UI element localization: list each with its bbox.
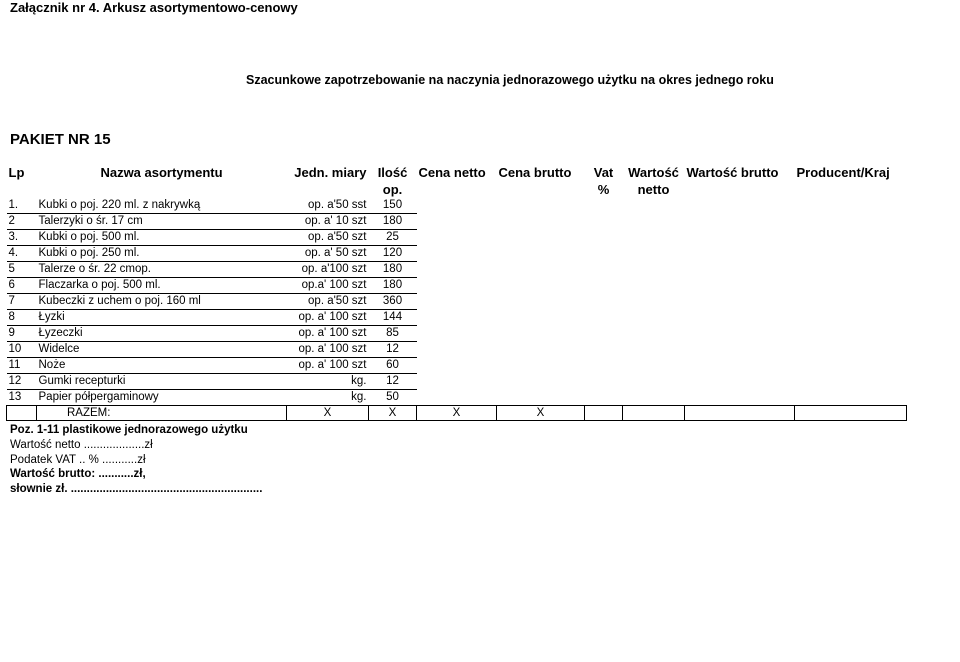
table-row bbox=[7, 278, 907, 294]
row-empty-cell bbox=[585, 342, 623, 358]
row-empty-cell bbox=[417, 198, 497, 214]
table-row bbox=[7, 326, 907, 342]
row-qty: 120 bbox=[369, 246, 417, 262]
row-unit: op. a'50 szt bbox=[287, 294, 369, 310]
row-name: Kubki o poj. 250 ml. bbox=[37, 246, 287, 262]
table-row bbox=[7, 198, 907, 214]
row-empty-cell bbox=[623, 342, 685, 358]
row-empty-cell bbox=[417, 262, 497, 278]
row-empty-cell bbox=[497, 310, 585, 326]
col-header-name: Nazwa asortymentu bbox=[100, 165, 223, 180]
row-name: Łyzki bbox=[37, 310, 287, 326]
total-vat-cell bbox=[585, 406, 623, 421]
row-empty-cell bbox=[623, 374, 685, 390]
row-lp: 10 bbox=[7, 342, 37, 358]
row-empty-cell bbox=[795, 198, 907, 214]
total-row bbox=[7, 406, 907, 421]
row-empty-cell bbox=[497, 214, 585, 230]
row-empty-cell bbox=[623, 230, 685, 246]
row-unit: op. a' 100 szt bbox=[287, 358, 369, 374]
total-label: RAZEM: bbox=[37, 406, 287, 421]
row-empty-cell bbox=[795, 262, 907, 278]
row-qty: 180 bbox=[369, 214, 417, 230]
row-qty: 25 bbox=[369, 230, 417, 246]
row-name: Kubeczki z uchem o poj. 160 ml bbox=[37, 294, 287, 310]
row-name: Talerzyki o śr. 17 cm bbox=[37, 214, 287, 230]
row-empty-cell bbox=[417, 390, 497, 406]
footer-net-value: Wartość netto ...................zł bbox=[10, 439, 153, 451]
total-unit-x: X bbox=[287, 406, 369, 421]
row-name: Flaczarka o poj. 500 ml. bbox=[37, 278, 287, 294]
row-empty-cell bbox=[685, 342, 795, 358]
table-row bbox=[7, 246, 907, 262]
row-qty: 85 bbox=[369, 326, 417, 342]
row-empty-cell bbox=[585, 246, 623, 262]
row-empty-cell bbox=[497, 262, 585, 278]
row-empty-cell bbox=[685, 246, 795, 262]
row-unit: op. a'50 sst bbox=[287, 198, 369, 214]
row-empty-cell bbox=[585, 294, 623, 310]
total-qty-x: X bbox=[369, 406, 417, 421]
row-empty-cell bbox=[497, 198, 585, 214]
row-empty-cell bbox=[417, 358, 497, 374]
row-empty-cell bbox=[623, 310, 685, 326]
row-empty-cell bbox=[623, 198, 685, 214]
table-row bbox=[7, 390, 907, 406]
row-empty-cell bbox=[795, 358, 907, 374]
document-subtitle: Szacunkowe zapotrzebowanie na naczynia jednorazowego użytku na okres jednego roku bbox=[246, 73, 774, 87]
row-empty-cell bbox=[417, 214, 497, 230]
row-empty-cell bbox=[585, 278, 623, 294]
row-unit: op.a' 100 szt bbox=[287, 278, 369, 294]
row-unit: kg. bbox=[287, 390, 369, 406]
col-header-gross-value: Wartość brutto bbox=[686, 165, 779, 180]
table-row bbox=[7, 310, 907, 326]
row-unit: op. a'100 szt bbox=[287, 262, 369, 278]
row-empty-cell bbox=[795, 390, 907, 406]
row-lp: 1. bbox=[7, 198, 37, 214]
row-lp: 11 bbox=[7, 358, 37, 374]
row-name: Noże bbox=[37, 358, 287, 374]
row-empty-cell bbox=[685, 294, 795, 310]
row-qty: 50 bbox=[369, 390, 417, 406]
row-empty-cell bbox=[585, 374, 623, 390]
row-empty-cell bbox=[795, 374, 907, 390]
row-empty-cell bbox=[623, 214, 685, 230]
table-header-row bbox=[7, 162, 907, 198]
row-empty-cell bbox=[585, 390, 623, 406]
footer-gross-value: Wartość brutto: ...........zł, bbox=[10, 468, 146, 480]
total-net-price-x: X bbox=[417, 406, 497, 421]
footer-in-words: słownie zł. ............................................................ bbox=[10, 483, 263, 495]
table-row bbox=[7, 294, 907, 310]
row-empty-cell bbox=[685, 358, 795, 374]
row-empty-cell bbox=[417, 246, 497, 262]
row-lp: 5 bbox=[7, 262, 37, 278]
table-row bbox=[7, 374, 907, 390]
row-empty-cell bbox=[585, 262, 623, 278]
row-qty: 150 bbox=[369, 198, 417, 214]
row-empty-cell bbox=[497, 374, 585, 390]
row-empty-cell bbox=[417, 230, 497, 246]
total-producer-cell bbox=[795, 406, 907, 421]
assortment-table bbox=[6, 162, 907, 421]
row-qty: 180 bbox=[369, 278, 417, 294]
table-row bbox=[7, 262, 907, 278]
row-empty-cell bbox=[685, 278, 795, 294]
row-name: Kubki o poj. 500 ml. bbox=[37, 230, 287, 246]
row-empty-cell bbox=[623, 262, 685, 278]
row-empty-cell bbox=[497, 278, 585, 294]
total-gross-value-cell bbox=[685, 406, 795, 421]
row-empty-cell bbox=[685, 374, 795, 390]
col-header-lp: Lp bbox=[8, 165, 25, 180]
row-empty-cell bbox=[623, 278, 685, 294]
row-lp: 7 bbox=[7, 294, 37, 310]
row-empty-cell bbox=[497, 294, 585, 310]
row-name: Gumki recepturki bbox=[37, 374, 287, 390]
row-qty: 144 bbox=[369, 310, 417, 326]
row-empty-cell bbox=[685, 230, 795, 246]
row-empty-cell bbox=[497, 342, 585, 358]
row-empty-cell bbox=[417, 294, 497, 310]
row-name: Kubki o poj. 220 ml. z nakrywką bbox=[37, 198, 287, 214]
row-empty-cell bbox=[623, 246, 685, 262]
row-lp: 4. bbox=[7, 246, 37, 262]
row-empty-cell bbox=[623, 294, 685, 310]
col-header-net-price: Cena netto bbox=[418, 165, 486, 180]
table-row bbox=[7, 358, 907, 374]
row-empty-cell bbox=[497, 390, 585, 406]
table-row bbox=[7, 230, 907, 246]
row-empty-cell bbox=[685, 390, 795, 406]
total-lp-cell bbox=[7, 406, 37, 421]
row-qty: 360 bbox=[369, 294, 417, 310]
row-unit: op. a' 10 szt bbox=[287, 214, 369, 230]
package-number: PAKIET NR 15 bbox=[10, 131, 111, 148]
row-empty-cell bbox=[795, 342, 907, 358]
row-empty-cell bbox=[623, 358, 685, 374]
footer-note: Poz. 1-11 plastikowe jednorazowego użytku bbox=[10, 424, 248, 436]
row-empty-cell bbox=[497, 326, 585, 342]
row-empty-cell bbox=[417, 310, 497, 326]
row-unit: kg. bbox=[287, 374, 369, 390]
row-empty-cell bbox=[585, 198, 623, 214]
row-empty-cell bbox=[417, 374, 497, 390]
row-empty-cell bbox=[795, 278, 907, 294]
row-empty-cell bbox=[685, 214, 795, 230]
row-name: Papier półpergaminowy bbox=[37, 390, 287, 406]
total-gross-price-x: X bbox=[497, 406, 585, 421]
row-lp: 3. bbox=[7, 230, 37, 246]
row-empty-cell bbox=[685, 262, 795, 278]
row-empty-cell bbox=[585, 310, 623, 326]
row-lp: 6 bbox=[7, 278, 37, 294]
row-unit: op. a'50 szt bbox=[287, 230, 369, 246]
row-unit: op. a' 50 szt bbox=[287, 246, 369, 262]
row-empty-cell bbox=[623, 326, 685, 342]
row-empty-cell bbox=[585, 326, 623, 342]
row-empty-cell bbox=[417, 342, 497, 358]
col-header-qty: Ilość op. bbox=[377, 165, 408, 197]
row-unit: op. a' 100 szt bbox=[287, 310, 369, 326]
row-empty-cell bbox=[585, 214, 623, 230]
row-empty-cell bbox=[795, 230, 907, 246]
row-empty-cell bbox=[685, 198, 795, 214]
total-net-value-cell bbox=[623, 406, 685, 421]
row-lp: 9 bbox=[7, 326, 37, 342]
row-empty-cell bbox=[497, 246, 585, 262]
row-lp: 8 bbox=[7, 310, 37, 326]
row-empty-cell bbox=[795, 294, 907, 310]
document-title: Załącznik nr 4. Arkusz asortymentowo-cenowy bbox=[10, 0, 298, 15]
row-qty: 60 bbox=[369, 358, 417, 374]
row-empty-cell bbox=[623, 390, 685, 406]
col-header-unit: Jedn. miary bbox=[294, 165, 367, 180]
table-row bbox=[7, 214, 907, 230]
row-name: Talerze o śr. 22 cmop. bbox=[37, 262, 287, 278]
row-empty-cell bbox=[685, 310, 795, 326]
row-empty-cell bbox=[417, 278, 497, 294]
row-lp: 13 bbox=[7, 390, 37, 406]
row-empty-cell bbox=[585, 230, 623, 246]
row-empty-cell bbox=[497, 230, 585, 246]
row-qty: 12 bbox=[369, 342, 417, 358]
row-name: Łyzeczki bbox=[37, 326, 287, 342]
row-empty-cell bbox=[795, 326, 907, 342]
row-lp: 12 bbox=[7, 374, 37, 390]
row-qty: 180 bbox=[369, 262, 417, 278]
row-unit: op. a' 100 szt bbox=[287, 342, 369, 358]
table-row bbox=[7, 342, 907, 358]
row-qty: 12 bbox=[369, 374, 417, 390]
col-header-vat: Vat % bbox=[593, 165, 614, 197]
row-lp: 2 bbox=[7, 214, 37, 230]
row-empty-cell bbox=[795, 214, 907, 230]
row-unit: op. a' 100 szt bbox=[287, 326, 369, 342]
row-empty-cell bbox=[685, 326, 795, 342]
row-empty-cell bbox=[417, 326, 497, 342]
row-empty-cell bbox=[795, 246, 907, 262]
col-header-gross-price: Cena brutto bbox=[498, 165, 572, 180]
footer-vat: Podatek VAT .. % ...........zł bbox=[10, 454, 146, 466]
col-header-producer: Producent/Kraj bbox=[796, 165, 890, 180]
row-empty-cell bbox=[585, 358, 623, 374]
row-name: Widelce bbox=[37, 342, 287, 358]
col-header-net-value: Wartość netto bbox=[628, 165, 679, 197]
row-empty-cell bbox=[795, 310, 907, 326]
row-empty-cell bbox=[497, 358, 585, 374]
